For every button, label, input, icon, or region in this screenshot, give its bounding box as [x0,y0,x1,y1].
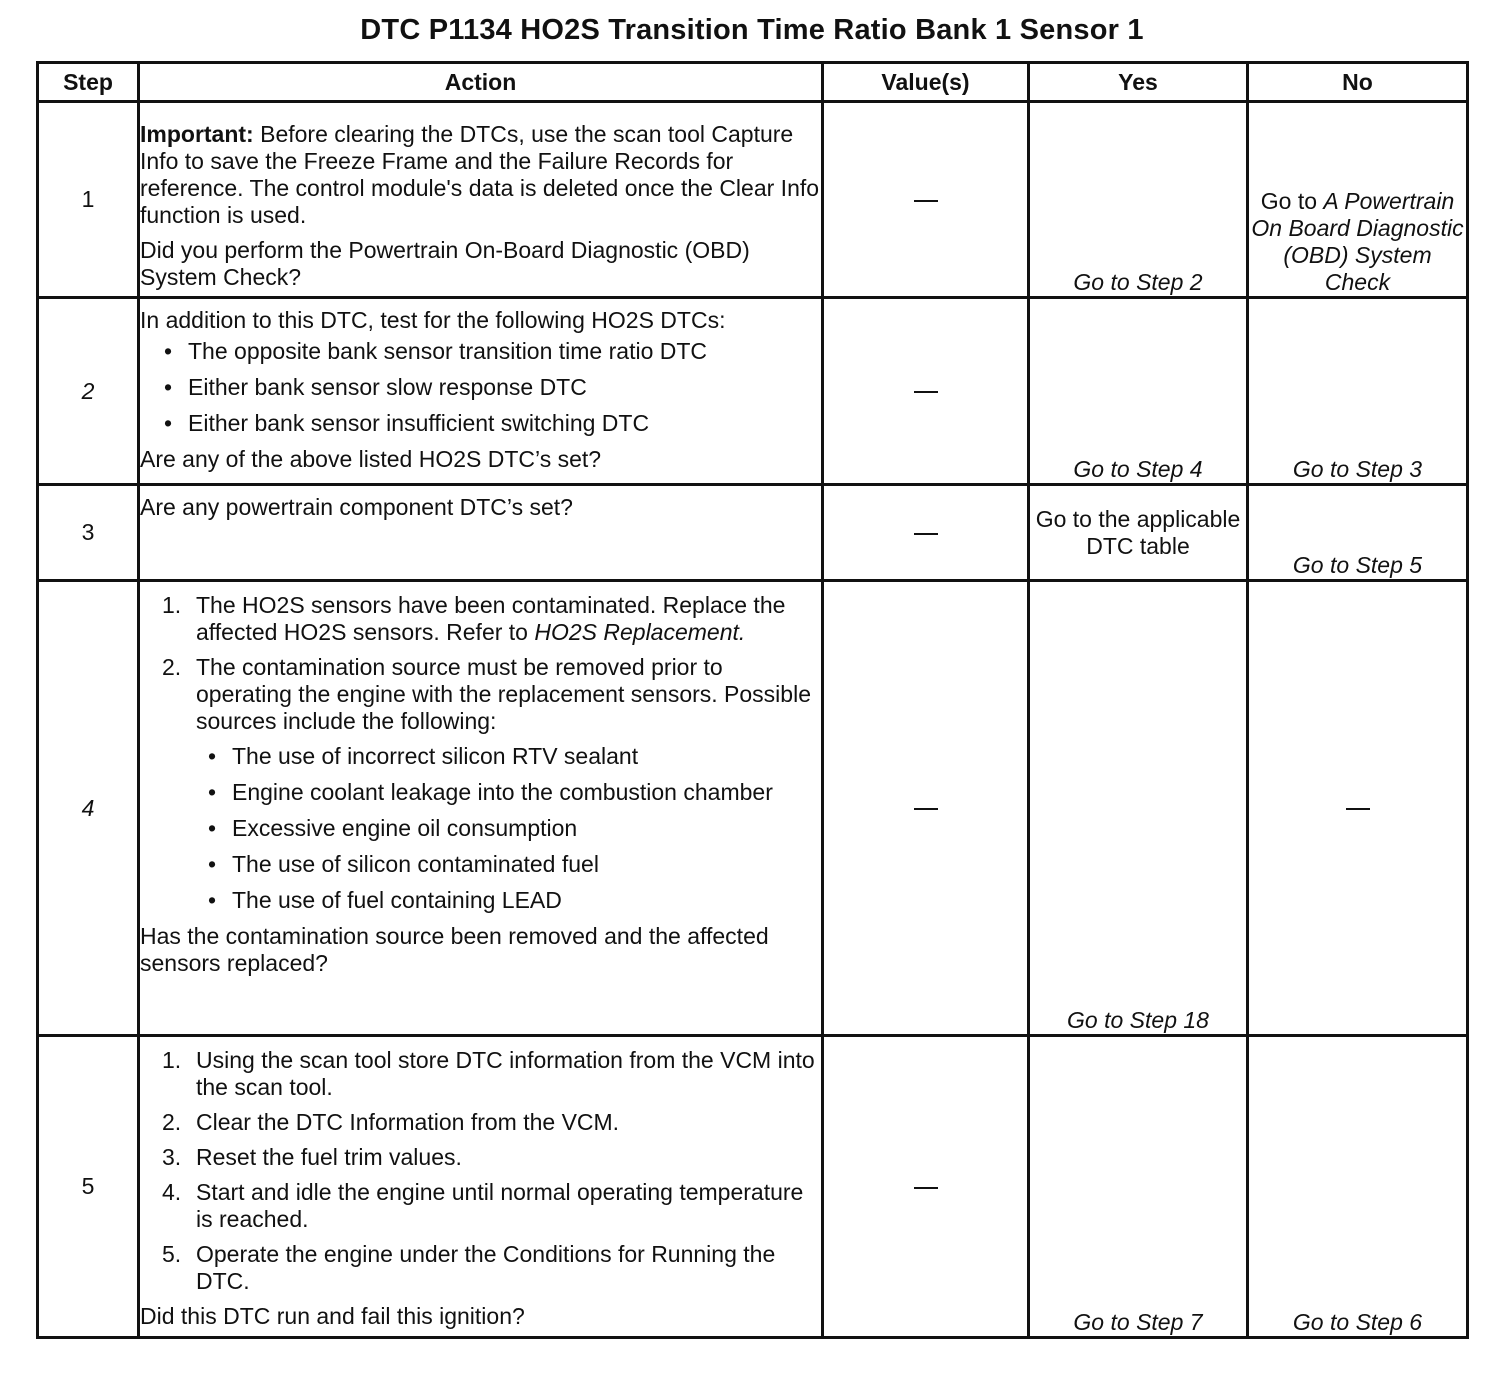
no-link[interactable]: Go to Step 6 [1292,1309,1423,1335]
table-row [38,581,1468,1036]
list-item: • The use of fuel containing LEAD [208,887,821,914]
item-text: Start and idle the engine until normal operating temperature is reached. [196,1179,804,1232]
table-row [38,1036,1468,1338]
list-item: • The use of incorrect silicon RTV sealant [208,743,821,770]
item-text: Operate the engine under the Conditions for Running the DTC. [196,1241,776,1294]
table-row [38,298,1468,485]
no-prefix: Go to [1260,188,1318,214]
item-number: 3. [162,1144,182,1170]
item-number: 2. [162,654,182,680]
procedure-list [140,592,821,735]
yes-cell [1029,102,1248,298]
yes-cell [1029,298,1248,485]
diagnostic-table [36,61,1469,1339]
item-number: 5. [162,1241,182,1267]
yes-link[interactable]: Go to Step 7 [1073,1309,1203,1335]
value-cell [823,1036,1029,1338]
table-row [38,102,1468,298]
list-item: • The use of silicon contaminated fuel [208,851,821,878]
no-cell [1248,581,1468,1036]
action-cell [139,298,823,485]
reference-link[interactable]: HO2S Replacement. [534,619,746,645]
value-dash [914,391,938,393]
action-cell [139,581,823,1036]
list-item [162,1109,821,1136]
source-list [140,743,821,914]
list-item: • Either bank sensor slow response DTC [164,374,821,401]
important-label: Important: [140,121,254,147]
important-note [140,121,821,229]
list-item [162,654,821,735]
step-number: 4 [38,581,139,1036]
yes-link[interactable]: Go to Step 4 [1073,456,1203,482]
item-text: The contamination source must be removed prior to operating the engine with the replacement sensors. Possible sources include the following: [196,654,811,734]
value-cell [823,298,1029,485]
step-intro: In addition to this DTC, test for the following HO2S DTCs: [140,307,726,333]
action-cell [139,485,823,581]
no-link[interactable]: Go to Step 3 [1292,456,1423,482]
header-row [38,63,1468,102]
table-row [38,485,1468,581]
page-title: DTC P1134 HO2S Transition Time Ratio Bank 1 Sensor 1 [360,14,1144,46]
item-text: Clear the DTC Information from the VCM. [196,1109,620,1135]
no-cell [1248,102,1468,298]
value-dash [914,533,938,535]
dtc-list [140,338,821,437]
no-link[interactable]: Go to Step 5 [1292,552,1423,578]
item-text: Reset the fuel trim values. [196,1144,462,1170]
header-values: Value(s) [823,63,1029,102]
header-step: Step [38,63,139,102]
value-cell [823,485,1029,581]
procedure-list [140,1047,821,1295]
list-item: • Engine coolant leakage into the combustion chamber [208,779,821,806]
step-question: Did this DTC run and fail this ignition? [140,1303,525,1329]
yes-cell [1029,581,1248,1036]
yes-cell [1029,485,1248,581]
item-number: 4. [162,1179,182,1205]
item-number: 1. [162,592,182,618]
item-number: 1. [162,1047,182,1073]
no-cell [1248,485,1468,581]
list-item [162,1047,821,1101]
yes-text[interactable]: Go to the applicable DTC table [1035,505,1241,559]
list-item: • The opposite bank sensor transition time ratio DTC [164,338,821,365]
no-cell [1248,1036,1468,1338]
list-item [162,1179,821,1233]
step-question: Are any powertrain component DTC’s set? [140,494,573,520]
list-item: • Either bank sensor insufficient switching DTC [164,410,821,437]
step-question: Has the contamination source been removed and the affected sensors replaced? [140,923,769,976]
value-cell [823,581,1029,1036]
value-dash [914,1187,938,1189]
item-text: Using the scan tool store DTC information from the VCM into the scan tool. [196,1047,815,1100]
action-cell [139,102,823,298]
header-action: Action [139,63,823,102]
value-dash [914,200,938,202]
header-no: No [1248,63,1468,102]
list-item: • Excessive engine oil consumption [208,815,821,842]
step-question: Are any of the above listed HO2S DTC’s set? [140,446,602,472]
list-item [162,1144,821,1171]
yes-cell [1029,1036,1248,1338]
list-item [162,592,821,646]
no-link[interactable]: A Powertrain On Board Diagnostic (OBD) System Check [1251,188,1464,295]
value-cell [823,102,1029,298]
step-number: 3 [38,485,139,581]
item-text: The HO2S sensors have been contaminated. Replace the affected HO2S sensors. Refer to [196,592,786,645]
no-cell [1248,298,1468,485]
action-cell [139,1036,823,1338]
value-dash [914,808,938,810]
step-number: 1 [38,102,139,298]
step-number: 2 [38,298,139,485]
important-text: Before clearing the DTCs, use the scan tool Capture Info to save the Freeze Frame and the Failure Records for reference. The control module's data is deleted once the Clear Info function is used. [140,121,820,228]
step-number: 5 [38,1036,139,1338]
header-yes: Yes [1029,63,1248,102]
yes-link[interactable]: Go to Step 18 [1067,1007,1209,1033]
yes-link[interactable]: Go to Step 2 [1073,269,1203,295]
item-number: 2. [162,1109,182,1135]
no-dash [1346,808,1370,810]
list-item [162,1241,821,1295]
step-question: Did you perform the Powertrain On-Board Diagnostic (OBD) System Check? [140,237,750,290]
